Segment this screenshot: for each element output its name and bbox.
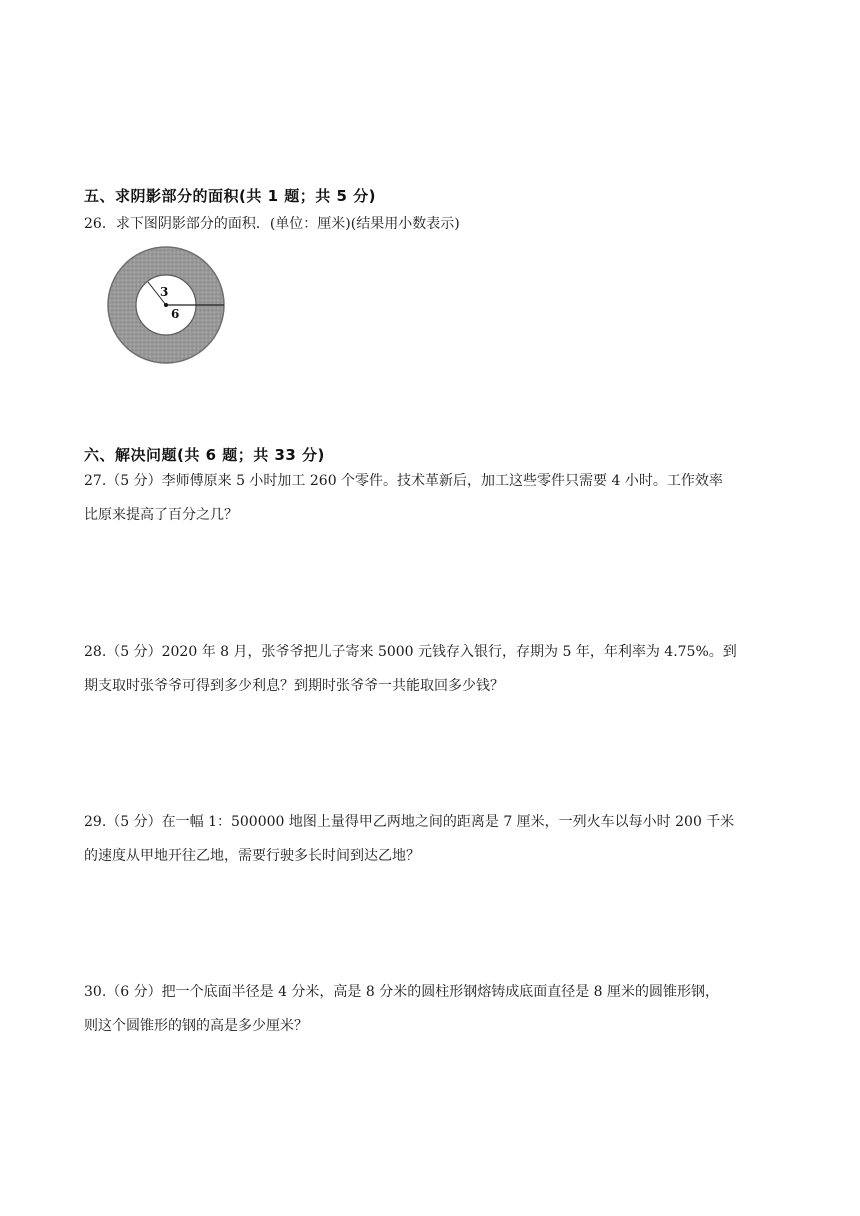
question-line: 的速度从甲地开往乙地，需要行驶多长时间到达乙地？	[84, 848, 420, 864]
question-line: 26．求下图阴影部分的面积．(单位：厘米)(结果用小数表示)	[84, 216, 460, 232]
question-28	[84, 635, 784, 703]
outer-radius-label: 6	[171, 307, 180, 321]
question-line: 28.（5 分）2020 年 8 月，张爷爷把儿子寄来 5000 元钱存入银行，存期为 5 年，年利率为 4.75%。到	[84, 644, 737, 660]
question-line: 30.（6 分）把一个底面半径是 4 分米，高是 8 分米的圆柱形钢熔铸成底面直径是 8 厘米的圆锥形钢，	[84, 984, 720, 1000]
question-line: 则这个圆锥形的钢的高是多少厘米？	[84, 1018, 308, 1034]
question-line: 29.（5 分）在一幅 1：500000 地图上量得甲乙两地之间的距离是 7 厘米，一列火车以每小时 200 千米	[84, 814, 735, 830]
annulus-diagram	[104, 246, 228, 370]
section-heading-problem-solving: 六、解决问题(共 6 题；共 33 分)	[84, 446, 325, 464]
center-point	[164, 303, 168, 307]
question-line: 27.（5 分）李师傅原来 5 小时加工 260 个零件。技术革新后，加工这些零件只需要 4 小时。工作效率	[84, 473, 723, 489]
question-27	[84, 464, 784, 532]
question-26	[84, 207, 784, 241]
inner-radius-label: 3	[160, 285, 169, 299]
question-line: 比原来提高了百分之几？	[84, 507, 238, 523]
question-29	[84, 805, 784, 873]
question-30	[84, 975, 784, 1043]
question-line: 期支取时张爷爷可得到多少利息？到期时张爷爷一共能取回多少钱？	[84, 678, 504, 694]
annulus-figure	[104, 246, 228, 370]
section-heading-shaded-area: 五、求阴影部分的面积(共 1 题；共 5 分)	[84, 187, 376, 205]
